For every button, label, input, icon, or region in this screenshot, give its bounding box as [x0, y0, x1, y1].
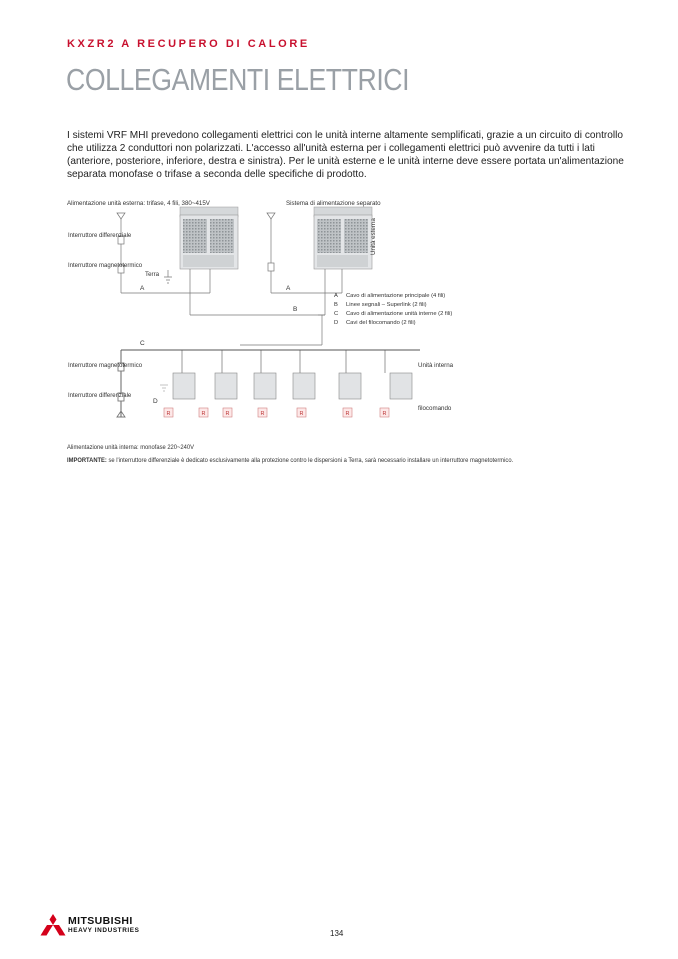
outdoor-unit-1 [180, 207, 238, 269]
legend-text: Linee segnali – Superlink (2 fili) [346, 302, 427, 308]
note-text: se l'interruttore differenziale è dedicato esclusivamente alla protezione contro le dispersioni a Terra, sarà necessario installare un interruttore magnetotermico. [106, 457, 514, 464]
note-label: IMPORTANTE: [67, 457, 107, 464]
indoor-unit-label: Unità interna [418, 362, 454, 369]
legend-text: Cavi del filocomando (2 fili) [346, 320, 416, 326]
legend-key: D [334, 320, 339, 326]
wiring-legend [334, 293, 452, 326]
outdoor-unit-2 [314, 207, 372, 269]
page-number: 134 [330, 929, 344, 938]
brand-subtitle: HEAVY INDUSTRIES [68, 927, 140, 934]
wiring-diagram [60, 195, 520, 430]
legend-key: A [334, 293, 338, 299]
important-note [67, 457, 513, 464]
wire-label-d: D [153, 398, 158, 405]
remote-mark: R [299, 411, 304, 417]
remote-mark: R [260, 411, 265, 417]
differential-label-2: Interruttore differenziale [68, 393, 132, 399]
wire-label-b: B [293, 306, 298, 313]
remote-mark: R [382, 411, 387, 417]
three-diamonds-icon [40, 914, 66, 936]
remote-label: filocomando [418, 405, 452, 412]
remote-mark: R [166, 411, 171, 417]
legend-key: C [334, 311, 339, 317]
wire-label-c: C [140, 340, 145, 347]
magnetothermal-label-2: Interruttore magnetotermico [68, 363, 143, 369]
outdoor-supply-label: Alimentazione unità esterna: trifase, 4 fili, 380~415V [67, 200, 210, 207]
earth-label: Terra [145, 271, 160, 278]
intro-paragraph: I sistemi VRF MHI prevedono collegamenti elettrici con le unità interne altamente semplificati, grazie a un circuito di controllo che utilizza 2 conduttori non polarizzati. L'accesso all'unità esterna per i collegamenti elettrici può avvenire da tutti i lati (anteriore, posteriore, inferiore, destra e sinistra). Per le unità esterne e le unità interne deve essere portata un'alimentazione separata monofase o trifase a seconda delle specifiche di prodotto. [67, 130, 624, 180]
remote-mark: R [225, 411, 230, 417]
legend-text: Cavo di alimentazione unità interne (2 fili) [346, 311, 453, 317]
page-title: COLLEGAMENTI ELETTRICI [66, 62, 410, 97]
magnetothermal-label-1: Interruttore magnetotermico [68, 263, 143, 269]
mitsubishi-logo [40, 914, 170, 938]
differential-label-1: Interruttore differenziale [68, 233, 132, 239]
outdoor-unit-label: Unità esterna [370, 218, 377, 255]
brand-name: MITSUBISHI [68, 915, 133, 927]
indoor-units [160, 350, 412, 417]
remote-mark: R [201, 411, 206, 417]
legend-text: Cavo di alimentazione principale (4 fili) [346, 293, 446, 299]
section-kicker: KXZR2 A RECUPERO DI CALORE [67, 38, 310, 50]
remote-mark: R [345, 411, 350, 417]
legend-key: B [334, 302, 338, 308]
separate-supply-label: Sistema di alimentazione separato [286, 200, 381, 207]
wire-label-a1: A [140, 285, 145, 292]
wire-label-a2: A [286, 285, 291, 292]
indoor-supply-caption: Alimentazione unità interna: monofase 220~240V [67, 444, 194, 451]
